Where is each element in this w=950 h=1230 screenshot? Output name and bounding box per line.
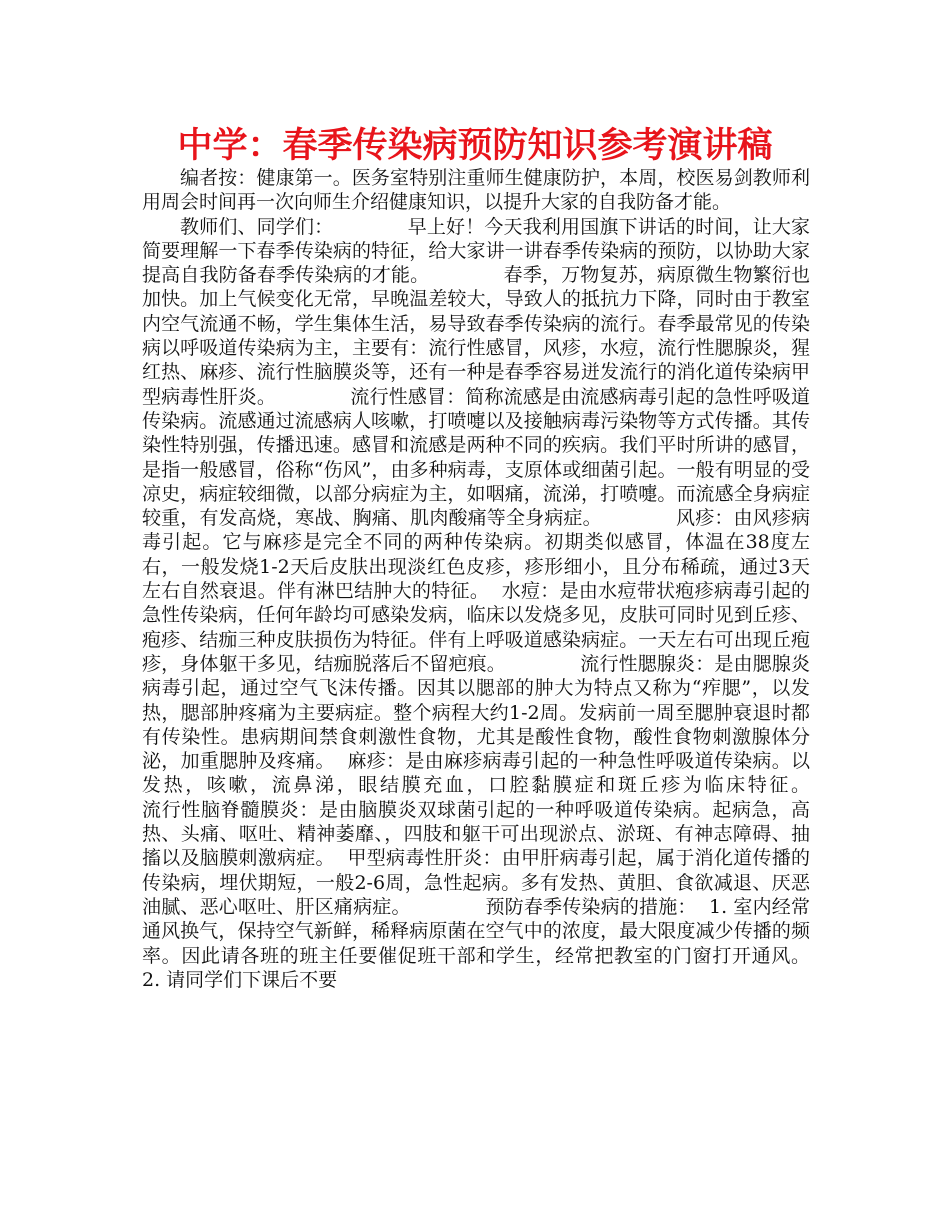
- speech-paragraph: 教师们、同学们： 早上好！今天我利用国旗下讲话的时间，让大家简要理解一下春季传染病的特征，给大家讲一讲春季传染病的预防，以协助大家提高自我防备春季传染病的才能。 春季，万物复苏，病原微生物繁衍也加快。加上气候变化无常，早晚温差较大，导致人的抵抗力下降，同时由于教室内空气流通不畅，学生集体生活，易导致春季传染病的流行。春季最常见的传染病以呼吸道传染病为主，主要有：流行性感冒，风疹，水痘，流行性腮腺炎，猩红热、麻疹、流行性脑膜炎等，还有一种是春季容易迸发流行的消化道传染病甲型病毒性肝炎。 流行性感冒：简称流感是由流感病毒引起的急性呼吸道传染病。流感通过流感病人咳嗽，打喷嚏以及接触病毒污染物等方式传播。其传染性特别强，传播迅速。感冒和流感是两种不同的疾病。我们平时所讲的感冒，是指一般感冒，俗称“伤风”，由多种病毒，支原体或细菌引起。一般有明显的受凉史，病症较细微，以部分病症为主，如咽痛，流涕，打喷嚏。而流感全身病症较重，有发高烧，寒战、胸痛、肌肉酸痛等全身病症。 风疹：由风疹病毒引起。它与麻疹是完全不同的两种传染病。初期类似感冒，体温在38度左右，一般发烧1-2天后皮肤出现淡红色皮疹，疹形细小，且分布稀疏，通过3天左右自然衰退。伴有淋巴结肿大的特征。 水痘：是由水痘带状疱疹病毒引起的急性传染病，任何年龄均可感染发病，临床以发烧多见，皮肤可同时见到丘疹、疱疹、结痂三种皮肤损伤为特征。伴有上呼吸道感染病症。一天左右可出现丘疱疹，身体躯干多见，结痂脱落后不留疤痕。 流行性腮腺炎：是由腮腺炎病毒引起，通过空气飞沫传播。因其以腮部的肿大为特点又称为“痄腮”，以发热，腮部肿疼痛为主要病症。整个病程大约1-2周。发病前一周至腮肿衰退时都有传染性。患病期间禁食刺激性食物，尤其是酸性食物，酸性食物刺激腺体分泌，加重腮肿及疼痛。 麻疹：是由麻疹病毒引起的一种急性呼吸道传染病。以发热，咳嗽，流鼻涕，眼结膜充血，口腔黏膜症和斑丘疹为临床特征。 流行性脑脊髓膜炎：是由脑膜炎双球菌引起的一种呼吸道传染病。起病急，高热、头痛、呕吐、精神萎靡、，四肢和躯干可出现淤点、淤斑、有神志障碍、抽搐以及脑膜刺激病症。 甲型病毒性肝炎：由甲肝病毒引起，属于消化道传播的传染病，埋伏期短，一般2-6周，急性起病。多有发热、黄胆、食欲减退、厌恶油腻、恶心呕吐、肝区痛病症。 预防春季传染病的措施： 1. 室内经常通风换气，保持空气新鲜，稀释病原菌在空气中的浓度，最大限度减少传播的频率。因此请各班的班主任要催促班干部和学生，经常把教室的门窗打开通风。 2. 请同学们下课后不要: [142, 215, 883, 991]
- document-title: 中学：春季传染病预防知识参考演讲稿: [177, 126, 773, 166]
- editor-note-paragraph: 编者按：健康第一。医务室特别注重师生健康防护，本周，校医易剑教师利用周会时间再一次向师生介绍健康知识，以提升大家的自我防备才能。: [142, 167, 810, 214]
- document-body: [142, 166, 883, 992]
